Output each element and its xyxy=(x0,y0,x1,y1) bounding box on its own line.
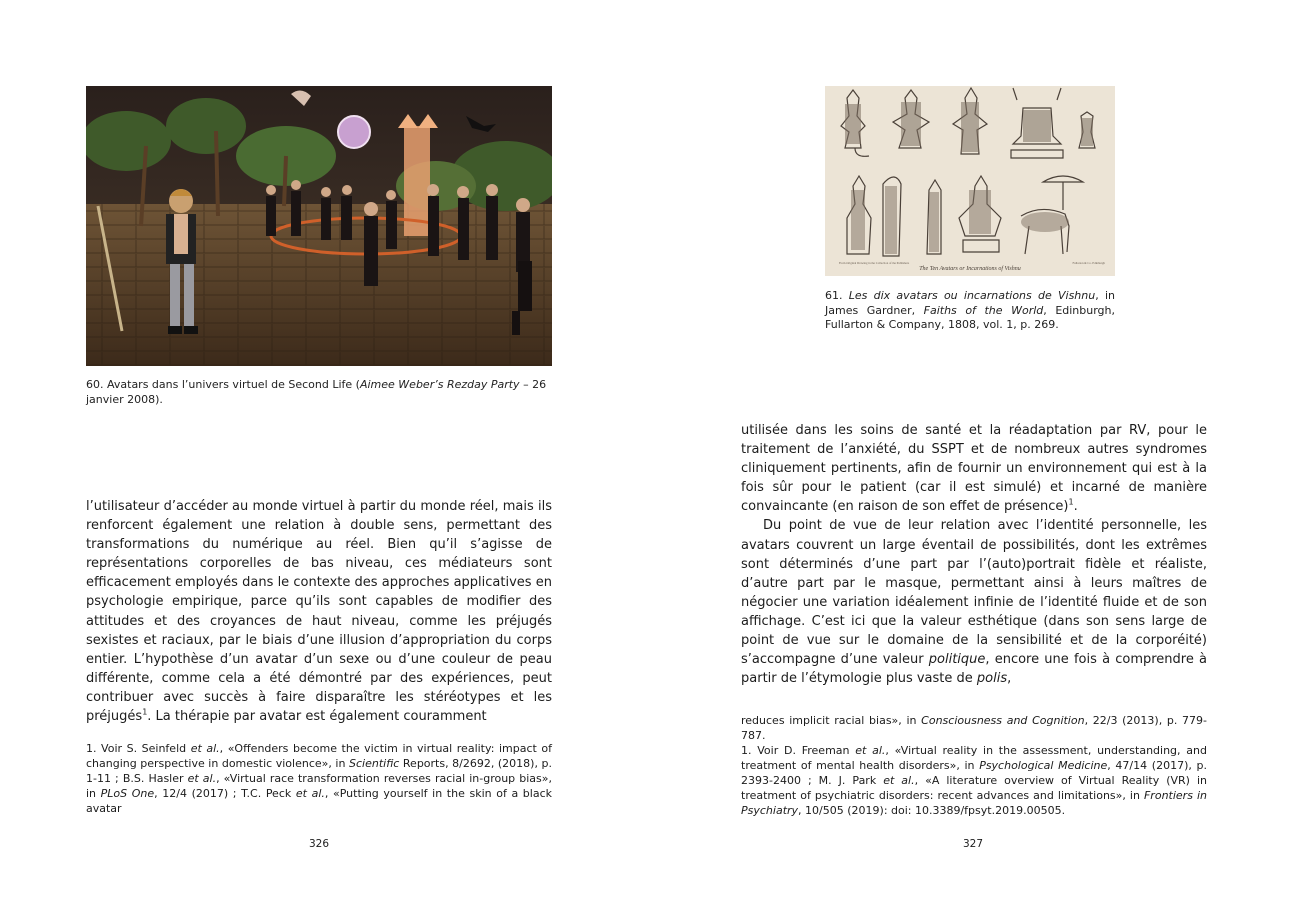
paragraph-2: Du point de vue de leur relation avec l’identité personnelle, les avatars couvrent un large éventail de possibilités, dont les extrêmes sont déterminés d’une part par l’(auto)portrait fidèle et réaliste, d’autre part par le masque, permettant ainsi à leurs maîtres de négocier une variation idéalement infinie de l’identité fluide et de son affichage. C’est ici que la valeur esthétique (dans son sens large de point de vue sur le domaine de la sensibilité et de la corporéité) s’accompagne d’une valeur politique, encore une fois à comprendre à partir de l’étymologie plus vaste de polis, xyxy=(741,518,1207,687)
engraving-right-credit: Fullarton & Co. Edinburgh xyxy=(1072,261,1105,265)
engraving-left-credit: From Original Drawing in the Collection of the Publishers xyxy=(839,261,910,265)
paragraph-1: utilisée dans les soins de santé et la réadaptation par RV, pour le traitement de l’anxiété, du SSPT et de nombreux autres syndromes cliniquement pertinents, afin de fournir un environnement qui est à la fois sûr pour le patient (car il est simulé) et incarné de manière convaincante (en raison de son effet de présence)$^1$. xyxy=(741,423,1207,515)
page-number: 327 xyxy=(962,838,984,850)
footnote-1: 1. Voir D. Freeman et al., «Virtual reality in the assessment, understanding, and treatment of mental health disorders», in Psychological Medicine, 47/14 (2017), p. 2393-2400 ; M. J. Park et al., «A literature overview of Virtual Reality (VR) in treatment of psychiatric disorders: recent advances and limitations», in Frontiers in Psychiatry, 10/505 (2019): doi: 10.3389/fpsyt.2019.00505. xyxy=(741,744,1208,817)
figure-60-caption: 60. Avatars dans l’univers virtuel de Second Life (Aimee Weber’s Rezday Party – 26 janvier 2008). xyxy=(86,378,547,406)
left-body-text: l’utilisateur d’accéder au monde virtuel à partir du monde réel, mais ils renforcent également une relation à double sens, permettant des transformations du numérique au réel. Bien qu’il s’agisse de représentations corporelles de bas niveau, ces médiateurs sont efficacement employés dans le contexte des approches applicatives en psychologie empirique, parce qu’ils sont capables de modifier des attitudes et des croyances de haut niveau, comme les préjugés sexistes et raciaux, par le biais d’une illusion d’appropriation du corps entier. L’hypothèse d’un avatar d’un sexe ou d’une couleur de peau différente, comme cela a été démontré par des expériences, peut contribuer avec succès à faire disparaître les stéréotypes et les préjugés$^1$. La thérapie par avatar est également couramment xyxy=(86,499,552,725)
right-footnotes xyxy=(741,713,1207,818)
right-page xyxy=(646,0,1292,904)
engraving-title: The Ten Avatars or Incarnations of Vishnu xyxy=(919,266,1021,272)
figure-60-second-life-image xyxy=(86,86,552,366)
vishnu-avatars-engraving-illustration xyxy=(825,86,1115,276)
footnote-continuation: reduces implicit racial bias», in Consciousness and Cognition, 22/3 (2013), p. 779-787. xyxy=(741,714,1208,742)
right-body-text xyxy=(741,421,1207,688)
figure-61-vishnu-engraving xyxy=(825,86,1115,276)
left-footnote: 1. Voir S. Seinfeld et al., «Offenders become the victim in virtual reality: impact of changing perspective in domestic violence», in Scientific Reports, 8/2692, (2018), p. 1-11 ; B.S. Hasler et al., «Virtual race transformation reverses racial in-group bias», in PLoS One, 12/4 (2017) ; T.C. Peck et al., «Putting yourself in the skin of a black avatar xyxy=(86,742,553,815)
second-life-scene-illustration xyxy=(86,86,552,366)
figure-61-caption: 61. Les dix avatars ou incarnations de Vishnu, in James Gardner, Faiths of the World, Edinburgh, Fullarton & Company, 1808, vol. 1, p. 269. xyxy=(825,289,1116,331)
page-number: 326 xyxy=(308,838,330,850)
